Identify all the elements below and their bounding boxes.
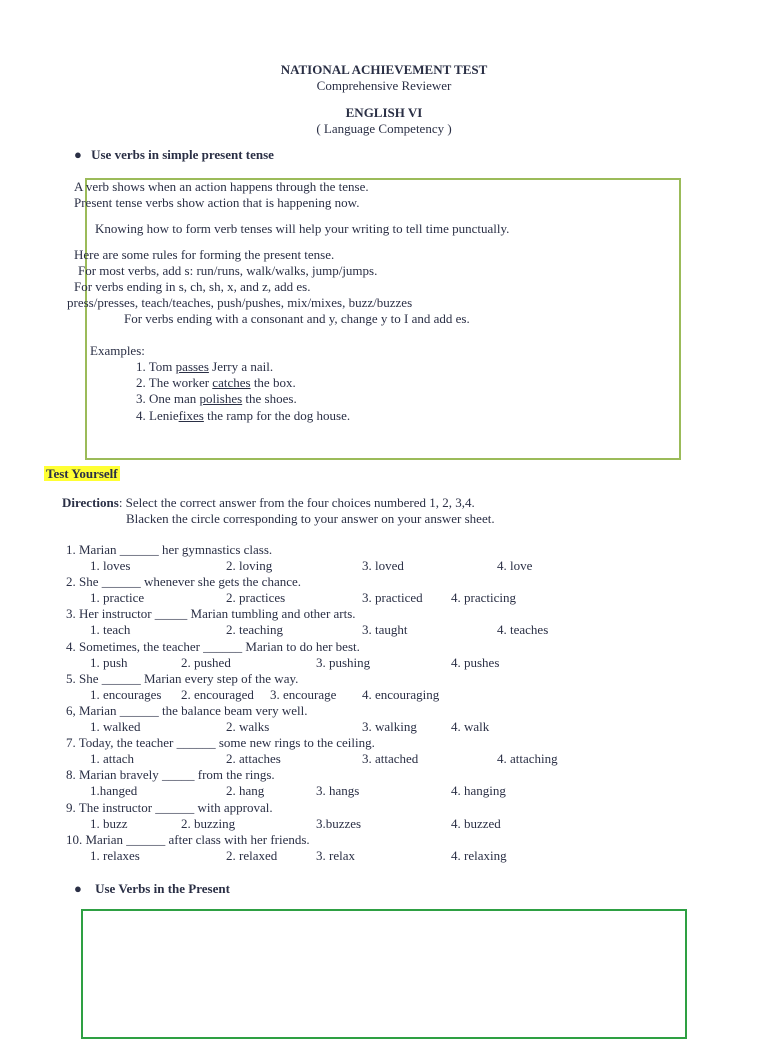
answer-choice: 1. loves [90,558,131,573]
doc-title: NATIONAL ACHIEVEMENT TEST [280,62,488,77]
answer-choice: 3. attached [362,751,419,767]
section2-heading-row [74,881,230,897]
doc-subject: ENGLISH VI [345,105,423,120]
answer-choice: 4. encouraging [362,686,440,702]
answer-choice: 4. relaxing [451,847,507,863]
answer-choice: 1. attach [90,751,135,767]
question-text: 4. Sometimes, the teacher ______ Marian to do her best. [66,638,360,654]
directions-label: Directions [62,495,119,510]
answer-choice: 1. teach [90,622,131,638]
answer-choice: 4. teaches [497,622,549,638]
answer-choice: 3. taught [362,622,408,638]
example-verb: polishes [199,391,243,406]
answer-choice: 3. pushing [316,654,371,670]
answer-choice: 4. hanging [451,783,506,799]
example-text: 3. One man [136,391,200,406]
answer-choice: 1. relaxes [90,847,140,863]
answer-choice: 4. pushes [451,654,500,670]
answer-choice: 2. teaching [226,622,284,638]
answer-choice: 2. attaches [226,751,281,767]
answer-choice: 4. love [497,558,533,573]
lesson-p3: Knowing how to form verb tenses will help your writing to tell time punctually. [95,221,510,236]
rule-y: For verbs ending with a consonant and y, change y to I and add es. [124,311,470,326]
example-verb: catches [212,375,251,390]
answer-choice: 3. relax [316,847,355,863]
example-text: the ramp for the dog house. [203,408,351,423]
answer-choice: 3. hangs [316,783,360,799]
answer-choice: 4. attaching [497,751,558,767]
answer-choice: 4. walk [451,719,490,734]
question-text: 10. Marian ______ after class with her friends. [66,831,310,847]
directions [62,495,475,511]
examples-label: Examples: [90,343,145,358]
answer-choice: 4. practicing [451,590,516,606]
example-text: Jerry a nail. [208,359,274,374]
section2-heading: Use Verbs in the Present [95,881,230,896]
directions-text: : Select the correct answer from the four choices numbered 1, 2, 3,4. [118,495,475,510]
answer-choice: 1. encourages [90,686,162,702]
lesson-p2: Present tense verbs show action that is happening now. [74,195,360,210]
section1-heading-row [74,147,274,163]
activity-box [81,909,687,1039]
test-yourself-text: Test Yourself [46,466,118,481]
doc-competency: ( Language Competency ) [316,121,452,136]
section1-heading: Use verbs in simple present tense [91,147,274,162]
answer-choice: 3. encourage [270,686,337,702]
bullet-icon: ● [74,881,82,896]
answer-choice: 1. buzz [90,815,128,831]
answer-choice: 2. encouraged [181,686,254,702]
answer-choice: 3. walking [362,719,417,734]
answer-choice: 2. walks [226,719,270,734]
question-text: 2. She ______ whenever she gets the chance. [66,574,302,590]
answer-choice: 2. loving [226,558,273,573]
question-text: 9. The instructor ______ with approval. [66,799,273,815]
lesson-p1: A verb shows when an action happens through the tense. [74,179,369,194]
example-item [136,391,297,407]
answer-choice: 3. practiced [362,590,423,606]
question-text: 8. Marian bravely _____ from the rings. [66,767,275,783]
answer-choice: 2. practices [226,590,286,606]
rule-es-examples: press/presses, teach/teaches, push/pushes, mix/mixes, buzz/buzzes [67,295,413,310]
question-text: 6, Marian ______ the balance beam very well. [66,703,308,718]
test-yourself-label [44,466,120,482]
example-text: 4. Lenie [136,408,179,423]
example-text: the shoes. [242,391,297,406]
answer-choice: 2. pushed [181,654,231,670]
example-text: 2. The worker [136,375,213,390]
question-text: 7. Today, the teacher ______ some new rings to the ceiling. [66,735,375,751]
answer-choice: 3. loved [362,558,404,573]
answer-choice: 2. relaxed [226,847,278,863]
answer-choice: 1. push [90,654,128,670]
answer-choice: 1. practice [90,590,145,606]
example-verb: fixes [178,408,204,423]
question-text: 1. Marian ______ her gymnastics class. [66,542,273,557]
bullet-icon: ● [74,147,82,162]
question-text: 5. She ______ Marian every step of the way. [66,670,299,686]
question-text: 3. Her instructor _____ Marian tumbling and other arts. [66,606,356,622]
answer-choice: 4. buzzed [451,815,501,831]
answer-choice: 1. walked [90,719,141,734]
rule-most-verbs: For most verbs, add s: run/runs, walk/walks, jump/jumps. [78,263,378,278]
example-item [136,359,273,375]
answer-choice: 2. hang [226,783,265,799]
example-verb: passes [175,359,209,374]
example-text: the box. [250,375,296,390]
example-item [136,408,350,424]
rule-es: For verbs ending in s, ch, sh, x, and z, add es. [74,279,311,294]
example-item [136,375,296,391]
rule-intro: Here are some rules for forming the present tense. [74,247,335,262]
answer-choice: 2. buzzing [181,815,236,831]
answer-choice: 3.buzzes [316,815,362,831]
answer-choice: 1.hanged [90,783,138,799]
doc-subtitle: Comprehensive Reviewer [316,78,452,93]
example-text: 1. Tom [136,359,176,374]
directions-line2: Blacken the circle corresponding to your answer on your answer sheet. [126,511,495,526]
